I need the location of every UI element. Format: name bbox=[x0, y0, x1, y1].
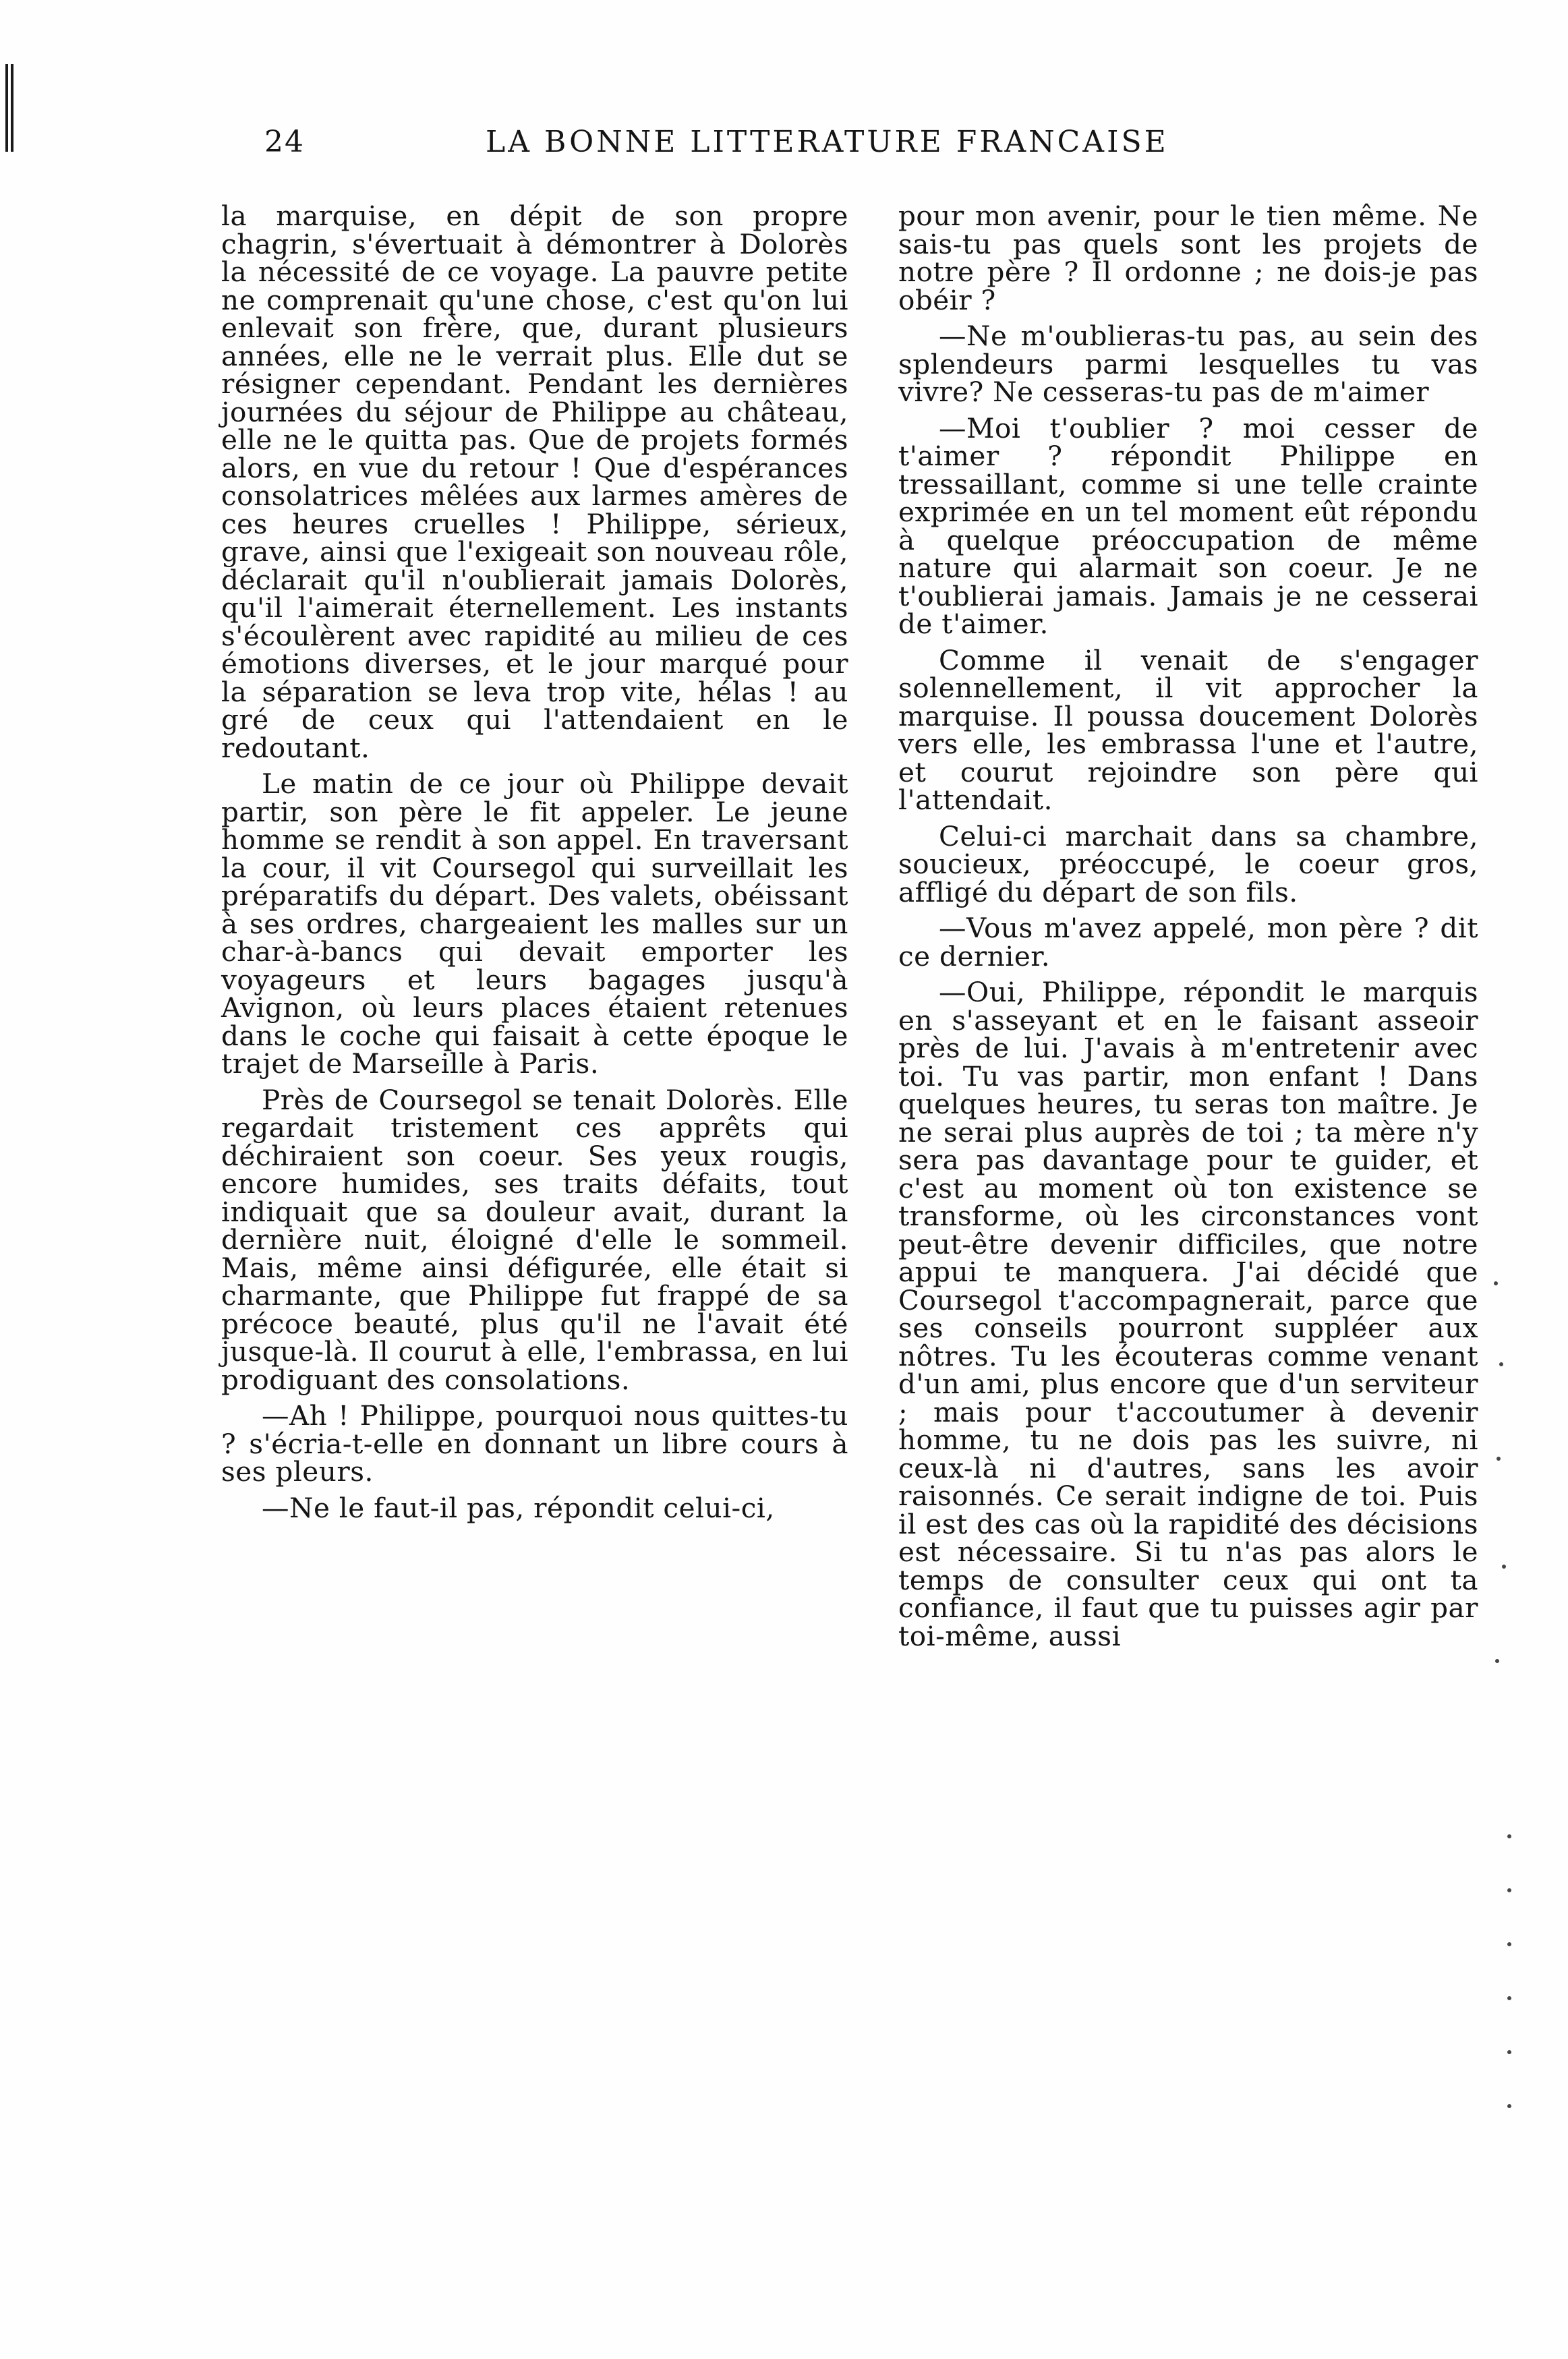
right-paragraph: —Vous m'avez appelé, mon père ? dit ce dernier. bbox=[898, 912, 1478, 972]
left-paragraph: la marquise, en dépit de son propre chagrin, s'évertuait à démontrer à Dolorès la nécessité de ce voyage. La pauvre petite ne comprenait qu'une chose, c'est qu'on lui enlevait son frère, que, durant plusieurs années, elle ne le verrait plus. Elle dut se résigner cependant. Pendant les dernières journées du séjour de Philippe au château, elle ne le quitta pas. Que de projets formés alors, en vue du retour ! Que d'espérances consolatrices mêlées aux larmes amères de ces heures cruelles ! Philippe, sérieux, grave, ainsi que l'exigeait son nouveau rôle, déclarait qu'il n'oublierait jamais Dolorès, qu'il l'aimerait éternellement. Les instants s'écoulèrent avec rapidité au milieu de ces émotions diverses, et le jour marqué pour la séparation se leva trop vite, hélas ! au gré de ceux qui l'attendaient en le redoutant. bbox=[221, 200, 848, 764]
right-paragraph: —Ne m'oublieras-tu pas, au sein des splendeurs parmi lesquelles tu vas vivre? Ne cesseras-tu pas de m'aimer bbox=[898, 320, 1478, 408]
left-paragraph: Le matin de ce jour où Philippe devait partir, son père le fit appeler. Le jeune homme se rendit à son appel. En traversant la cour, il vit Coursegol qui surveillait les préparatifs du départ. Des valets, obéissant à ses ordres, chargeaient les malles sur un char-à-bancs qui devait emporter les voyageurs et leurs bagages jusqu'à Avignon, où leurs places étaient retenues dans le coche qui faisait à cette époque le trajet de Marseille à Paris. bbox=[221, 767, 848, 1080]
left-paragraph: Près de Coursegol se tenait Dolorès. Elle regardait tristement ces apprêts qui déchiraient son coeur. Ses yeux rougis, encore humides, ses traits défaits, tout indiquait que sa douleur avait, durant la dernière nuit, éloigné d'elle le sommeil. Mais, même ainsi défigurée, elle était si charmante, que Philippe fut frappé de sa précoce beauté, plus qu'il ne l'avait été jusque-là. Il courut à elle, l'embrassa, en lui prodiguant des consolations. bbox=[221, 1083, 848, 1396]
left-paragraph: —Ne le faut-il pas, répondit celui-ci, bbox=[262, 1491, 775, 1524]
right-paragraph: Comme il venait de s'engager solennellement, il vit approcher la marquise. Il poussa doucement Dolorès vers elle, les embrassa l'une et l'autre, et courut rejoindre son père qui l'attendait. bbox=[898, 643, 1478, 816]
left-paragraph: —Ah ! Philippe, pourquoi nous quittes-tu ? s'écria-t-elle en donnant un libre cours à ses pleurs. bbox=[221, 1399, 848, 1488]
page-number: 24 bbox=[264, 125, 305, 159]
right-paragraph: Celui-ci marchait dans sa chambre, soucieux, préoccupé, le coeur gros, affligé du départ de son fils. bbox=[898, 819, 1478, 908]
right-paragraph: —Moi t'oublier ? moi cesser de t'aimer ? répondit Philippe en tressaillant, comme si une telle crainte exprimée en un tel moment eût répondu à quelque préoccupation de même nature qui alarmait son coeur. Je ne t'oublierai jamais. Jamais je ne cesserai de t'aimer. bbox=[898, 411, 1478, 640]
right-column bbox=[898, 202, 1478, 1658]
right-paragraph: —Oui, Philippe, répondit le marquis en s'asseyant et en le faisant asseoir près de lui. J'avais à m'entretenir avec toi. Tu vas partir, mon enfant ! Dans quelques heures, tu seras ton maître. Je ne serai plus auprès de toi ; ta mère n'y sera pas davantage pour te guider, et c'est au moment où ton existence se transforme, où les circonstances vont peut-être devenir difficiles, que notre appui te manquera. J'ai décidé que Coursegol t'accompagnerait, parce que ses conseils pourront suppléer aux nôtres. Tu les écouteras comme venant d'un ami, plus encore que d'un serviteur ; mais pour t'accoutumer à devenir homme, tu ne dois pas les suivre, ni ceux-là ni d'autres, sans les avoir raisonnés. Ce serait indigne de toi. Puis il est des cas où la rapidité des décisions est nécessaire. Si tu n'as pas alors le temps de consulter ceux qui ont ta confiance, il faut que tu puisses agir par toi-même, aussi bbox=[898, 976, 1478, 1652]
running-title: LA BONNE LITTERATURE FRANCAISE bbox=[486, 125, 1169, 159]
page-header bbox=[0, 125, 1568, 172]
margin-scan-marks bbox=[1487, 1281, 1541, 2225]
left-column bbox=[221, 202, 848, 1530]
right-paragraph: pour mon avenir, pour le tien même. Ne sais-tu pas quels sont les projets de notre père ? Il ordonne ; ne dois-je pas obéir ? bbox=[898, 202, 1478, 316]
